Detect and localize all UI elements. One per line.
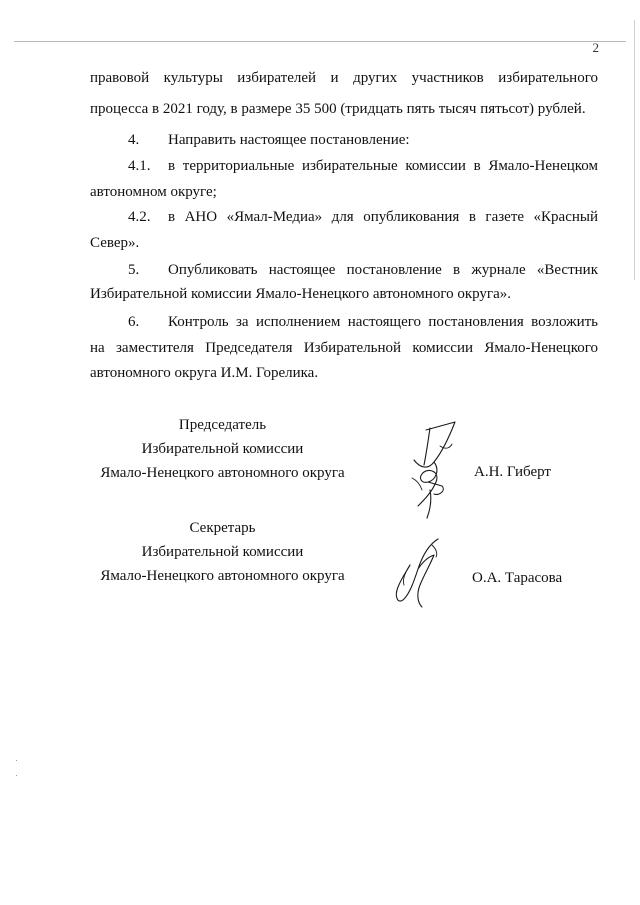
page-number: 2 bbox=[592, 40, 599, 55]
paragraph-line bbox=[90, 361, 598, 385]
scan-edge-line bbox=[634, 20, 635, 280]
numbered-item bbox=[90, 310, 598, 334]
line-text: на заместителя Председателя Избирательной комиссии Ямало-Ненецкого bbox=[90, 340, 598, 356]
item-text: Опубликовать настоящее постановление в журнале «Вестник bbox=[168, 262, 598, 278]
item-number: 6. bbox=[128, 314, 140, 330]
numbered-item bbox=[90, 128, 598, 152]
line-text: автономного округа И.М. Горелика. bbox=[90, 365, 319, 381]
item-number: 4.2. bbox=[128, 209, 151, 225]
line-text: процесса в 2021 году, в размере 35 500 (тридцать пять тысяч пятьсот) рублей. bbox=[90, 101, 586, 117]
numbered-item bbox=[90, 205, 598, 229]
paragraph-line bbox=[90, 97, 598, 121]
item-text: Контроль за исполнением настоящего постановления возложить bbox=[168, 314, 598, 330]
line-text: Север». bbox=[90, 235, 140, 251]
paragraph-line bbox=[90, 336, 598, 360]
signatory-region: Ямало-Ненецкого автономного округа bbox=[100, 568, 345, 584]
chairman-title-block bbox=[90, 413, 355, 485]
scan-artifact bbox=[16, 760, 17, 761]
item-text: в АНО «Ямал-Медиа» для опубликования в газете «Красный bbox=[168, 209, 598, 225]
signatory-position: Председатель bbox=[178, 417, 267, 433]
item-number: 4.1. bbox=[128, 158, 151, 174]
item-text: в территориальные избирательные комиссии в Ямало-Ненецком bbox=[168, 158, 598, 174]
paragraph-line bbox=[90, 282, 598, 306]
numbered-item bbox=[90, 258, 598, 282]
chairman-name: А.Н. Гиберт bbox=[474, 464, 551, 480]
line-text: автономном округе; bbox=[90, 184, 217, 200]
secretary-signature-image bbox=[388, 535, 448, 615]
paragraph-line bbox=[90, 231, 598, 255]
scan-artifact bbox=[16, 775, 17, 776]
paragraph-line bbox=[90, 180, 598, 204]
signatory-region: Ямало-Ненецкого автономного округа bbox=[100, 465, 345, 481]
line-text: правовой культуры избирателей и других участников избирательного bbox=[90, 70, 598, 86]
chairman-signature-image bbox=[400, 420, 470, 525]
signatory-organization: Избирательной комиссии bbox=[141, 544, 304, 560]
secretary-title-block bbox=[90, 516, 355, 588]
numbered-item bbox=[90, 154, 598, 178]
line-text: Избирательной комиссии Ямало-Ненецкого автономного округа». bbox=[90, 286, 511, 302]
signatory-position: Секретарь bbox=[189, 520, 256, 536]
header-rule bbox=[14, 41, 626, 42]
paragraph-line bbox=[90, 66, 598, 90]
secretary-name: О.А. Тарасова bbox=[472, 570, 563, 586]
item-text: Направить настоящее постановление: bbox=[168, 132, 410, 148]
signatory-organization: Избирательной комиссии bbox=[141, 441, 304, 457]
item-number: 5. bbox=[128, 262, 140, 278]
item-number: 4. bbox=[128, 132, 140, 148]
